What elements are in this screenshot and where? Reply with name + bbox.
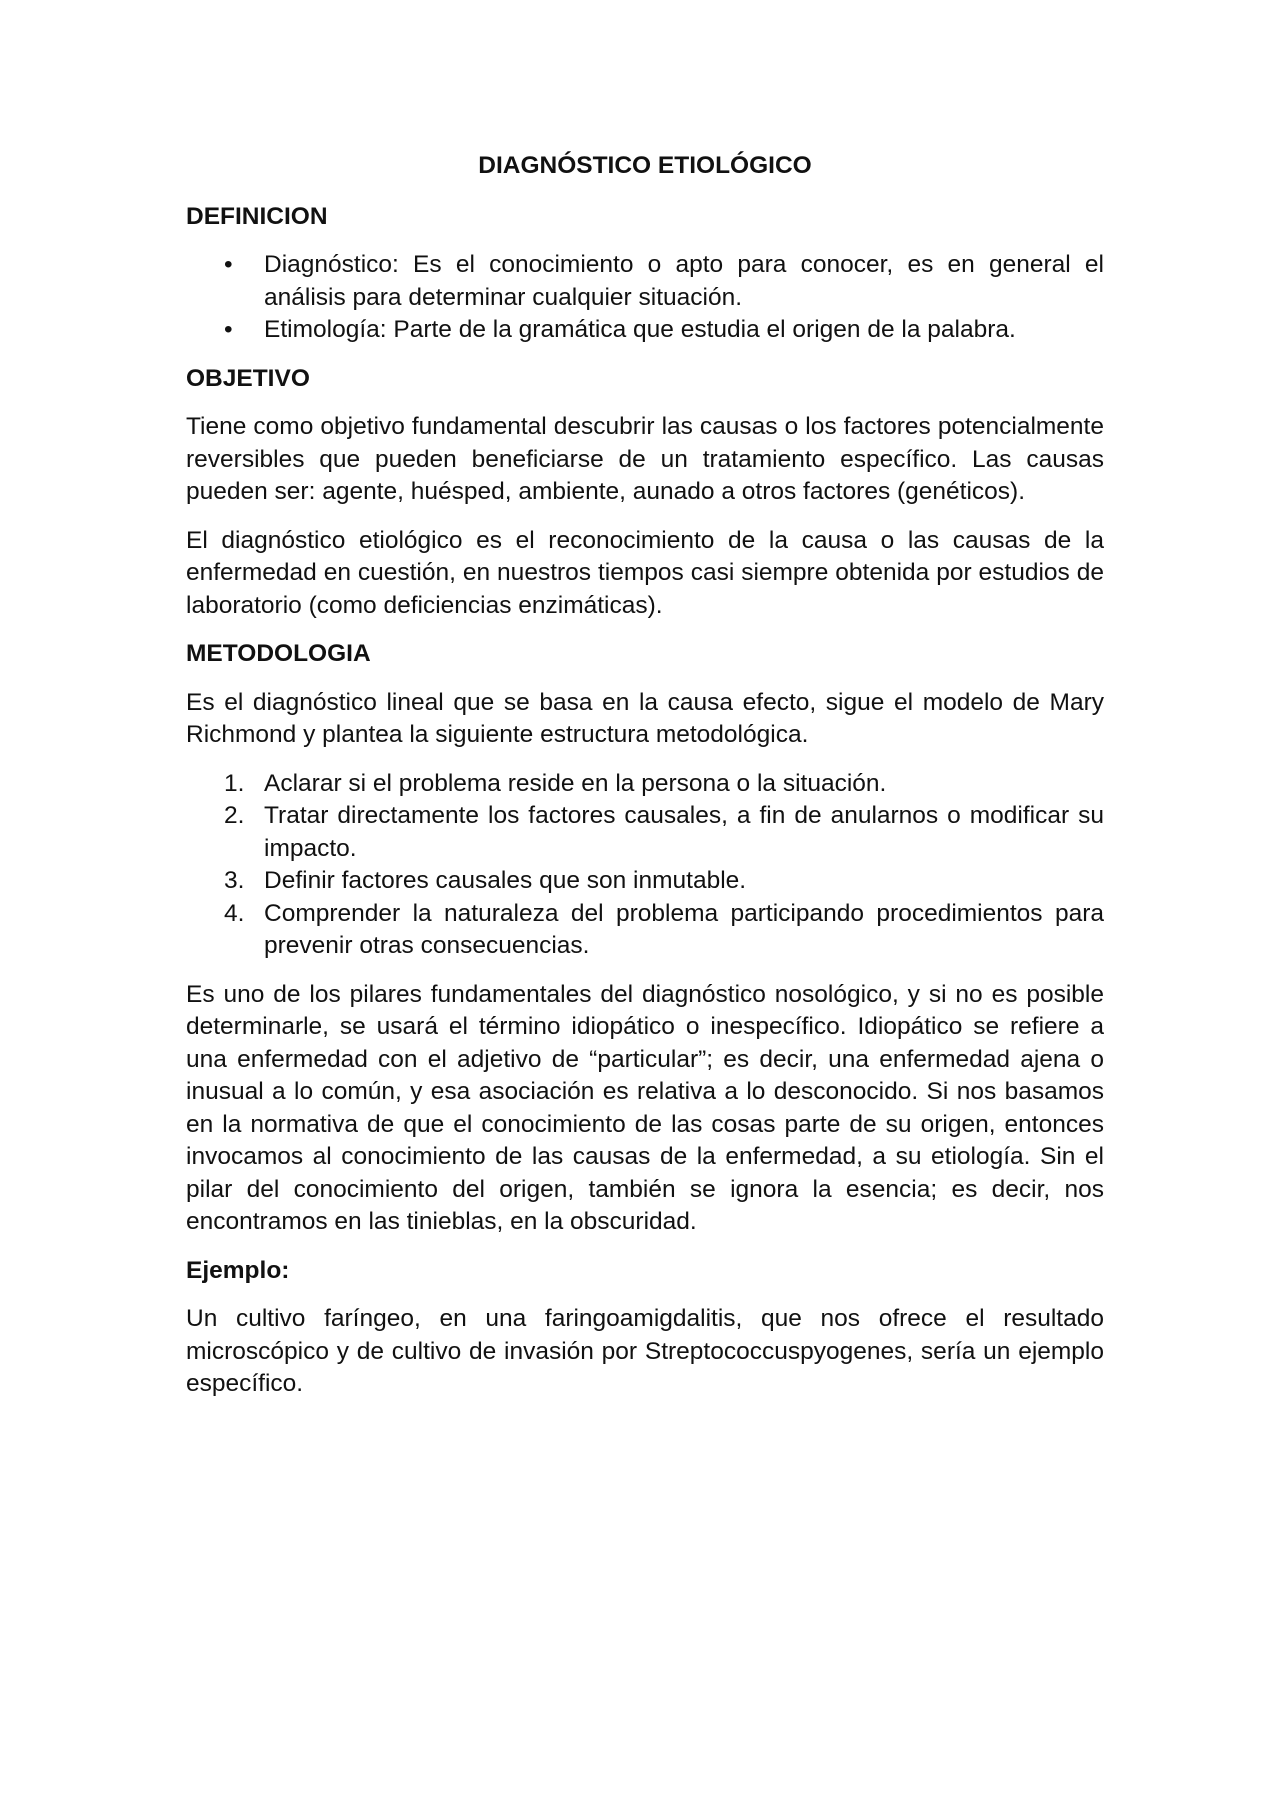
paragraph: El diagnóstico etiológico es el reconocimiento de la causa o las causas de la enfermedad en cuestión, en nuestros tiempos casi siempre obtenida por estudios de laboratorio (como deficiencias enzimáticas). (186, 526, 1104, 619)
step-number: 3. (224, 867, 245, 894)
list-item (224, 800, 1104, 865)
list-item-text: Etimología: Parte de la gramática que estudia el origen de la palabra. (264, 316, 1016, 343)
paragraph: Es el diagnóstico lineal que se basa en la causa efecto, sigue el modelo de Mary Richmond y plantea la siguiente estructura metodológica. (186, 688, 1104, 748)
step-number: 1. (224, 769, 245, 797)
paragraph: Tiene como objetivo fundamental descubrir las causas o los factores potencialmente reversibles que pueden beneficiarse de un tratamiento específico. Las causas pueden ser: agente, huésped, ambiente, aunado a otros factores (genéticos). (186, 413, 1104, 505)
list-item-text: Aclarar si el problema reside en la persona o la situación. (264, 769, 887, 797)
section-heading-ejemplo: Ejemplo: (186, 1256, 290, 1284)
document-page (186, 150, 1104, 1417)
list-item-text: Diagnóstico: Es el conocimiento o apto para conocer, es en general el análisis para determinar cualquier situación. (264, 251, 1104, 311)
list-item-text: Definir factores causales que son inmutable. (264, 867, 747, 894)
list-item (224, 768, 1104, 801)
list-item (224, 314, 1104, 347)
list-item (224, 865, 1104, 898)
paragraph: Un cultivo faríngeo, en una faringoamigdalitis, que nos ofrece el resultado microscópico y de cultivo de invasión por Streptococcuspyogenes, sería un ejemplo específico. (186, 1305, 1104, 1397)
list-item-text: Comprender la naturaleza del problema participando procedimientos para prevenir otras consecuencias. (264, 899, 1104, 959)
section-heading-objetivo: OBJETIVO (186, 364, 310, 392)
list-item (224, 249, 1104, 314)
step-number: 4. (224, 899, 245, 927)
section-heading-definicion: DEFINICION (186, 202, 328, 230)
bullet-icon: • (224, 316, 233, 343)
list-item-text: Tratar directamente los factores causales, a fin de anularnos o modificar su impacto. (264, 802, 1104, 862)
definition-list (186, 249, 1104, 347)
step-number: 2. (224, 802, 245, 829)
paragraph: Es uno de los pilares fundamentales del diagnóstico nosológico, y si no es posible determinarle, se usará el término idiopático o inespecífico. Idiopático se refiere a una enfermedad con el adjetivo de “particular”; es decir, una enfermedad ajena o inusual a lo común, y esa asociación es relativa a lo desconocido. Si nos basamos en la normativa de que el conocimiento de las cosas parte de su origen, entonces invocamos al conocimiento de las causas de la enfermedad, a su etiología. Sin el pilar del conocimiento del origen, también se ignora la esencia; es decir, nos encontramos en las tinieblas, en la obscuridad. (186, 980, 1104, 1235)
section-heading-metodologia: METODOLOGIA (186, 640, 371, 667)
bullet-icon: • (224, 251, 233, 278)
methodology-steps (186, 768, 1104, 963)
document-title: DIAGNÓSTICO ETIOLÓGICO (478, 152, 812, 179)
list-item (224, 898, 1104, 963)
